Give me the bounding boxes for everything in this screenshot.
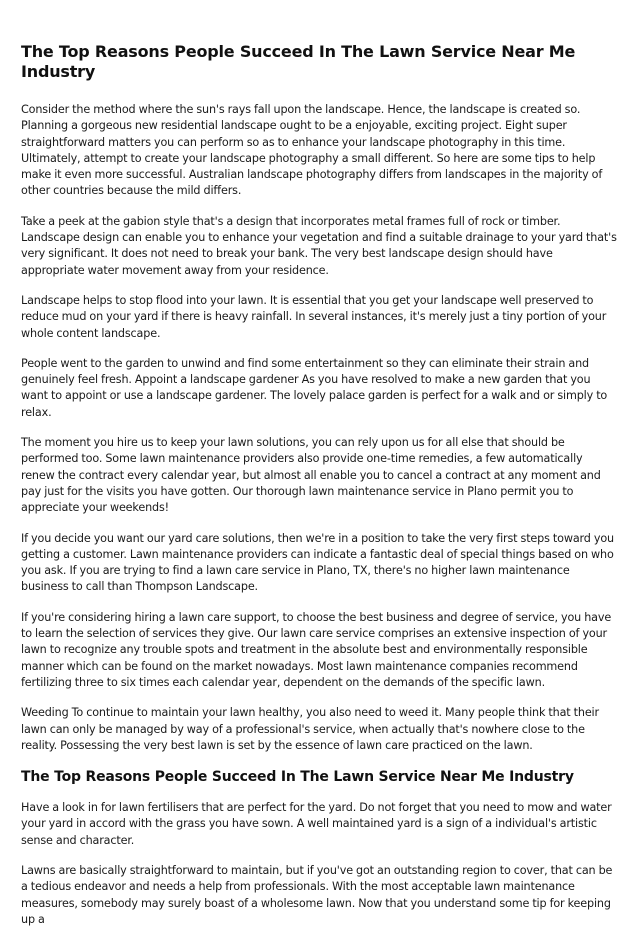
paragraph: If you're considering hiring a lawn care support, to choose the best business and degree of service, you have to learn the selection of services they give. Our lawn care service comprises an extensive inspection of your lawn to recognize any trouble spots and treatment in the absolute best and environmentally responsible manner which can be found on the market nowadays. Most lawn maintenance companies recommend fertilizing three to six times each calendar year, dependent on the demands of the specific lawn. (21, 610, 612, 689)
section-heading: The Top Reasons People Succeed In The Lawn Service Near Me Industry (21, 769, 574, 786)
paragraph: The moment you hire us to keep your lawn solutions, you can rely upon us for all else that should be performed too. Some lawn maintenance providers also provide one-time remedies, a few automatically renew the contract every calendar year, but almost all enable you to cancel a contract at any moment and pay just for the visits you have gotten. Our thorough lawn maintenance service in Plano permit you to appreciate your weekends! (21, 436, 601, 515)
paragraph: Weeding To continue to maintain your lawn healthy, you also need to weed it. Many people think that their lawn can only be managed by way of a professional's service, when actually that's nowhere close to the reality. Possessing the very best lawn is set by the essence of lawn care practiced on the lawn. (21, 706, 599, 752)
paragraph: Consider the method where the sun's rays fall upon the landscape. Hence, the landscape is created so. Planning a gorgeous new residential landscape ought to be a enjoyable, exciting project. Eight super straightforward matters you can perform so as to enhance your landscape photography in this time. Ultimately, attempt to create your landscape photography a small different. So here are some tips to help make it even more successful. Australian landscape photography differs from landscapes in the majority of other countries because the mild differs. (21, 103, 603, 198)
paragraph: If you decide you want our yard care solutions, then we're in a position to take the very first steps toward you getting a customer. Lawn maintenance providers can indicate a fantastic deal of special things based on who you ask. If you are trying to find a lawn care service in Plano, TX, there's no higher lawn maintenance business to call than Thompson Landscape. (21, 531, 614, 594)
paragraph: Have a look in for lawn fertilisers that are perfect for the yard. Do not forget that you need to mow and water your yard in accord with the grass you have sown. A well maintained yard is a sign of a individual's artistic sense and character. (21, 801, 612, 847)
paragraph: Landscape helps to stop flood into your lawn. It is essential that you get your landscape well preserved to reduce mud on your yard if there is heavy rainfall. In several instances, it's merely just a tiny portion of your whole content landscape. (21, 293, 607, 340)
paragraph: Take a peek at the gabion style that's a design that incorporates metal frames full of rock or timber. Landscape design can enable you to enhance your vegetation and find a suitable drainage to your yard that's very significant. It does not need to break your bank. The very best landscape design should have appropriate water movement away from your residence. (21, 214, 617, 277)
paragraph: People went to the garden to unwind and find some entertainment so they can eliminate their strain and genuinely feel fresh. Appoint a landscape gardener As you have resolved to make a new garden that you want to appoint or use a landscape gardener. The lovely palace garden is perfect for a walk and or simply to relax. (21, 356, 608, 419)
paragraph: Lawns are basically straightforward to maintain, but if you've got an outstanding region to cover, that can be a tedious endeavor and needs a help from professionals. With the most acceptable lawn maintenance measures, somebody may surely boast of a wholesome lawn. Now that you understand some tip for keeping up a (21, 863, 613, 926)
document-title: The Top Reasons People Succeed In The Lawn Service Near Me Industry (21, 42, 576, 81)
document-page (21, 42, 618, 942)
